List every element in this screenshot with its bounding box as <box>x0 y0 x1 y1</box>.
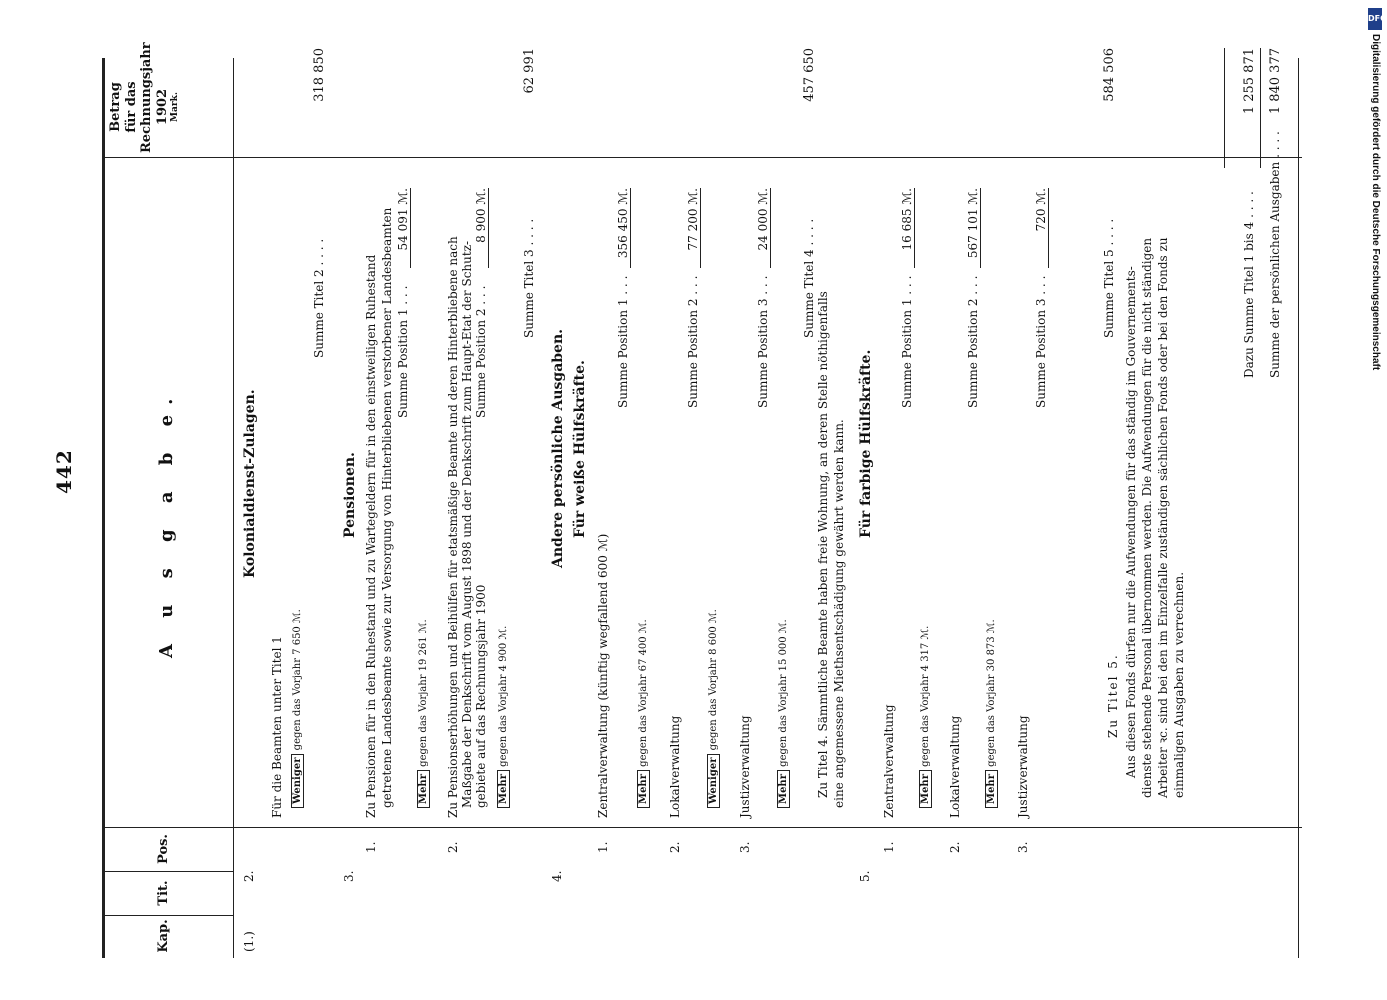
w2-sum: Summe Position 2 . . . <box>686 275 700 408</box>
note-box: Weniger <box>291 754 304 808</box>
tit4-amount: 457 650 <box>802 48 817 102</box>
note-box: Mehr <box>985 770 998 808</box>
tit-2: 2. <box>242 870 256 882</box>
tit3-amount: 62 991 <box>522 48 537 94</box>
p1-text-1: Zu Pensionen für in den Ruhestand und zu Wartegeldern für in den einstweiligen Ruhestand <box>364 254 378 818</box>
sum-rule <box>1260 48 1261 168</box>
total-line: Summe der persönlichen Ausgaben . . . . <box>1268 131 1282 378</box>
table-top-rule <box>102 58 105 958</box>
note-text: gegen das Vorjahr 15 000 ℳ. <box>778 619 789 767</box>
f2-sum: Summe Position 2 . . . <box>966 275 980 408</box>
tit-5: 5. <box>858 870 872 882</box>
total-amount: 1 840 377 <box>1268 48 1283 115</box>
amount-col-divider <box>102 157 1302 158</box>
tit5-remark-head: Zu Titel 5. <box>1106 653 1120 738</box>
p2-text-1: Zu Pensionserhöhungen und Beihülfen für etatsmäßige Beamte und deren Hinterbliebene nach <box>446 236 460 818</box>
p1-num: 1. <box>364 841 378 853</box>
w1-amount: 356 450 ℳ. <box>616 188 631 268</box>
f2-text: Lokalverwaltung <box>948 715 962 818</box>
p2-text-3: gebiete auf das Rechnungsjahr 1900 <box>474 584 488 808</box>
f2-note <box>986 619 999 808</box>
p1-sum: Summe Position 1 . . . <box>396 285 410 418</box>
note-text: gegen das Vorjahr 30 873 ℳ. <box>986 619 997 767</box>
f1-note <box>920 626 933 808</box>
tit2-sum: Summe Titel 2 . . . . <box>312 238 326 358</box>
f3-num: 3. <box>1016 841 1030 853</box>
note-text: gegen das Vorjahr 67 400 ℳ. <box>638 619 649 767</box>
pensionen-heading: Pensionen. <box>342 452 358 538</box>
p1-text-2: getretene Landesbeamte sowie zur Versorgung von Hinterbliebenen verstorbener Landesbeamten <box>380 207 394 808</box>
header-tit: Tit. <box>156 880 171 906</box>
farbige-heading: Für farbige Hülfskräfte. <box>858 349 874 538</box>
f3-text: Justizverwaltung <box>1016 715 1030 818</box>
note-box: Mehr <box>497 770 510 808</box>
w2-amount: 77 200 ℳ. <box>686 188 701 268</box>
table-bottom-rule <box>1298 58 1299 958</box>
note-box: Mehr <box>417 770 430 808</box>
betrag-line: Rechnungsjahr <box>139 42 155 153</box>
tit4-sum: Summe Titel 4 . . . . <box>802 218 816 338</box>
w3-text: Justizverwaltung <box>738 715 752 818</box>
p2-amount: 8 900 ℳ. <box>474 188 489 268</box>
w3-note <box>778 619 791 808</box>
header-pos: Pos. <box>156 834 171 864</box>
w3-sum: Summe Position 3 . . . <box>756 275 770 408</box>
page-title: A u s g a b e. <box>156 388 177 658</box>
note-box: Weniger <box>707 754 720 808</box>
w3-amount: 24 000 ℳ. <box>756 188 771 268</box>
tit5-remark-4: einmaligen Ausgaben zu verrechnen. <box>1172 571 1186 798</box>
dfg-logo: DFG <box>1368 8 1382 30</box>
w3-num: 3. <box>738 841 752 853</box>
note-box: Mehr <box>919 770 932 808</box>
f1-amount: 16 685 ℳ. <box>900 188 915 268</box>
w1-text: Zentralverwaltung (künftig wegfallend 600 ℳ) <box>596 533 610 818</box>
dazu-line: Dazu Summe Titel 1 bis 4 . . . . <box>1242 191 1256 378</box>
note-box: Mehr <box>637 770 650 808</box>
f3-amount: 720 ℳ. <box>1034 188 1049 268</box>
p2-sum: Summe Position 2 . . . <box>474 285 488 418</box>
expenditure-table <box>102 42 1302 958</box>
col-divider <box>102 827 1302 828</box>
w2-num: 2. <box>668 841 682 853</box>
tit-4: 4. <box>550 870 564 882</box>
tit2-line: Für die Beamten unter Titel 1 <box>270 636 284 818</box>
col-divider <box>102 915 233 916</box>
f2-num: 2. <box>948 841 962 853</box>
f1-num: 1. <box>882 841 896 853</box>
f1-text: Zentralverwaltung <box>882 704 896 818</box>
f1-sum: Summe Position 1 . . . <box>900 275 914 408</box>
tit4-remark-1: Zu Titel 4. Sämmtliche Beamte haben freie Wohnung, an deren Stelle nöthigenfalls <box>816 291 830 798</box>
betrag-line: für das <box>123 81 139 133</box>
note-text: gegen das Vorjahr 8 600 ℳ. <box>708 609 719 751</box>
page-number: 442 <box>52 449 76 494</box>
w1-sum: Summe Position 1 . . . <box>616 275 630 408</box>
tit5-remark-1: Aus diesen Fonds dürfen nur die Aufwendungen für das ständig im Gouvernements- <box>1124 266 1138 778</box>
betrag-line: 1902 <box>154 88 170 126</box>
p1-amount: 54 091 ℳ. <box>396 188 411 268</box>
w2-note <box>708 609 721 808</box>
p2-text-2: Maßgabe der Denkschrift vom August 1898 und der Denkschrift zum Haupt-Etat der Schutz- <box>460 240 474 808</box>
note-text: gegen das Vorjahr 19 261 ℳ. <box>418 619 429 767</box>
p2-num: 2. <box>446 841 460 853</box>
sum-rule <box>1224 48 1225 168</box>
tit3-sum: Summe Titel 3 . . . . <box>522 218 536 338</box>
w2-text: Lokalverwaltung <box>668 715 682 818</box>
col-divider <box>102 871 233 872</box>
tit5-amount: 584 506 <box>1102 48 1117 102</box>
p1-note <box>418 619 431 808</box>
betrag-unit: Mark. <box>170 92 181 122</box>
note-text: gegen das Vorjahr 4 317 ℳ. <box>920 625 931 767</box>
weisse-heading: Für weiße Hülfskräfte. <box>572 360 588 538</box>
kap-entry: (1.) <box>242 931 256 952</box>
tit5-remark-3: Arbeiter ꝛc. sind bei den im Einzelfalle zuständigen sächlichen Fonds oder bei den Fonds zu <box>1156 237 1170 798</box>
note-text: gegen das Vorjahr 7 650 ℳ. <box>292 609 303 751</box>
tit2-note <box>292 609 305 808</box>
f2-amount: 567 101 ℳ. <box>966 188 981 268</box>
digitization-note: Digitalisierung gefördert durch die Deutsche Forschungsgemeinschaft <box>1370 34 1381 371</box>
w1-note <box>638 619 651 808</box>
tit-3: 3. <box>342 870 356 882</box>
tit4-remark-2: eine angemessene Miethsentschädigung gewährt werden kann. <box>832 419 846 808</box>
header-kap: Kap. <box>156 919 171 953</box>
betrag-line: Betrag <box>108 82 123 132</box>
f3-sum: Summe Position 3 . . . <box>1034 275 1048 408</box>
tit5-sum: Summe Titel 5 . . . . <box>1102 218 1116 338</box>
note-text: gegen das Vorjahr 4 900 ℳ. <box>498 625 509 767</box>
header-rule <box>233 58 234 958</box>
andere-heading: Andere persönliche Ausgaben. <box>550 328 566 568</box>
note-box: Mehr <box>777 770 790 808</box>
kolonialdienst-heading: Kolonialdienst-Zulagen. <box>242 389 258 578</box>
w1-num: 1. <box>596 841 610 853</box>
betrag-header <box>108 42 181 153</box>
p2-note <box>498 626 511 808</box>
tit2-amount: 318 850 <box>312 48 327 102</box>
dazu-amount: 1 255 871 <box>1242 48 1257 115</box>
tit5-remark-2: dienste stehende Personal übernommen werden. Die Aufwendungen für die nicht ständigen <box>1140 237 1154 798</box>
